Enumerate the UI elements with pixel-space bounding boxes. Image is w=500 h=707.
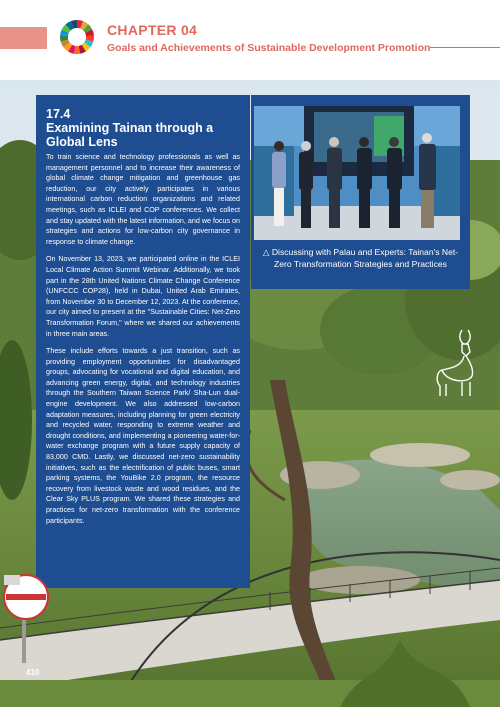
- page-number: 410: [26, 668, 40, 677]
- delegation-group-photo: [254, 106, 460, 240]
- section-number: 17.4: [46, 107, 71, 121]
- section-title: Examining Tainan through a Global Lens: [46, 121, 214, 149]
- section-text-panel: [36, 95, 250, 588]
- header-divider: [430, 47, 500, 48]
- park-sign-icon: [2, 573, 50, 663]
- header-accent-tab: [0, 27, 47, 49]
- paragraph-2: On November 13, 2023, we participated online in the ICLEI Local Climate Action Summit Webinar. Additionally, we took part in the 28th United Nations Climate Change Conference (UNFCCC COP28), held in Dubai, United Arab Emirates, from November 30 to December 12, 2023. At the conference, our city aimed to present at the "Sustainable Cities: Net-Zero Transformation Forum," where we shared our achievements in three main areas.: [46, 255, 240, 338]
- page-header: [0, 0, 500, 80]
- paragraph-1: To train science and technology professionals as well as management personnel and to increase their awareness of global climate change mitigation and greenhouse gas reduction, our city actively participates in various international carbon reduction organizations and related meetings, such as ICLEI and COP conferences. We collect and stay updated with the latest information, and we focus on strategies and actions for low-carbon city governance in response to climate change.: [46, 153, 240, 246]
- sdg-wheel-icon: [59, 19, 95, 55]
- chapter-label: CHAPTER 04: [107, 22, 198, 38]
- paragraph-3: These include efforts towards a just transition, such as providing employment opportunities for disadvantaged groups, advocating for vocational and digital education, and advancing green energy, digital, and technology industries through the Southern Taiwan Science Park/ Sha-Lun dual-engine development. We also addressed low-carbon adaptation measures, including planning for green electricity and recycled water, responding to extreme weather and drought conditions, and implementing a pioneering water-for-water exchange program with a future supply capacity of 83,000 CMD. Lastly, we discussed net-zero sustainability initiatives, such as the electrification of public buses, smart parking systems, the YouBike 2.0 program, the resource recovery from livestock waste and wood residues, and the Clear Sky PLUS program. We shared these strategies and practices for net-zero transformation with the conference participants.: [46, 347, 240, 525]
- photo-caption: △ Discussing with Palau and Experts: Tainan's Net-Zero Transformation Strategies and Practices: [262, 247, 459, 269]
- chapter-subtitle: Goals and Achievements of Sustainable Development Promotion: [107, 42, 431, 54]
- deer-sculpture-icon: [432, 326, 484, 396]
